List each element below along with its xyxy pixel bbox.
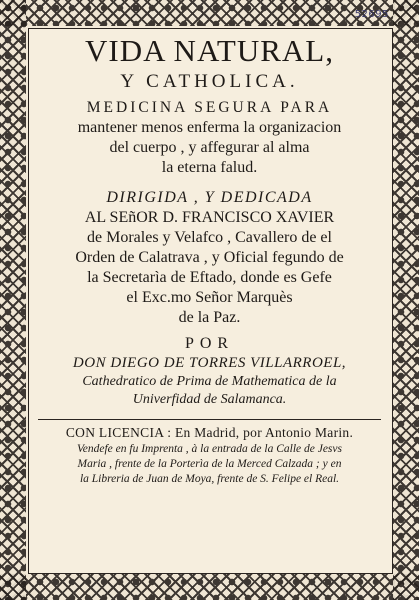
imprint-line: Vendefe en fu Imprenta , à la entrada de la Calle de Jesvs [77, 443, 342, 455]
dedication-heading: DIRIGIDA , Y DEDICADA [106, 189, 313, 206]
main-title: VIDA NATURAL, [85, 33, 334, 68]
dedication-line: AL SEñOR D. FRANCISCO XAVIER [84, 209, 335, 226]
divider-rule [38, 419, 381, 420]
author-title: Univerfidad de Salamanca. [132, 392, 287, 407]
dedication-line: la Secretarìa de Eftado, donde es Gefe [87, 269, 332, 286]
main-title-line2: Y CATHOLICA. [120, 71, 299, 92]
dedication-line: de la Paz. [178, 309, 241, 326]
imprint-line: Maria , frente de la Porterìa de la Merced Calzada ; y en [77, 458, 342, 470]
subtitle-line: la eterna falud. [161, 159, 258, 176]
dedication-line: el Exc.mo Señor Marquès [126, 289, 293, 306]
author-title: Cathedratico de Prima de Mathematica de la [82, 374, 337, 389]
library-stamp: 52695 [354, 9, 389, 20]
subtitle-heading: MEDICINA SEGURA PARA [86, 99, 333, 116]
por-label: POR [184, 335, 235, 352]
author-name: DON DIEGO DE TORRES VILLARROEL, [72, 355, 347, 371]
subtitle-line: del cuerpo , y affegurar al alma [109, 139, 310, 156]
ornamental-border-left [0, 0, 26, 600]
dedication-line: de Morales y Velafco , Cavallero de el [87, 229, 332, 246]
ornamental-border-right [393, 0, 419, 600]
dedication-line: Orden de Calatrava , y Oficial fegundo de [75, 249, 344, 266]
licencia-line: CON LICENCIA : En Madrid, por Antonio Marin. [65, 425, 354, 440]
subtitle-line: mantener menos enferma la organizacion [77, 119, 342, 136]
imprint-line: la Libreria de Juan de Moya, frente de S. Felipe el Real. [79, 473, 340, 485]
title-page-content [30, 34, 389, 487]
ornamental-border-bottom [0, 574, 419, 600]
